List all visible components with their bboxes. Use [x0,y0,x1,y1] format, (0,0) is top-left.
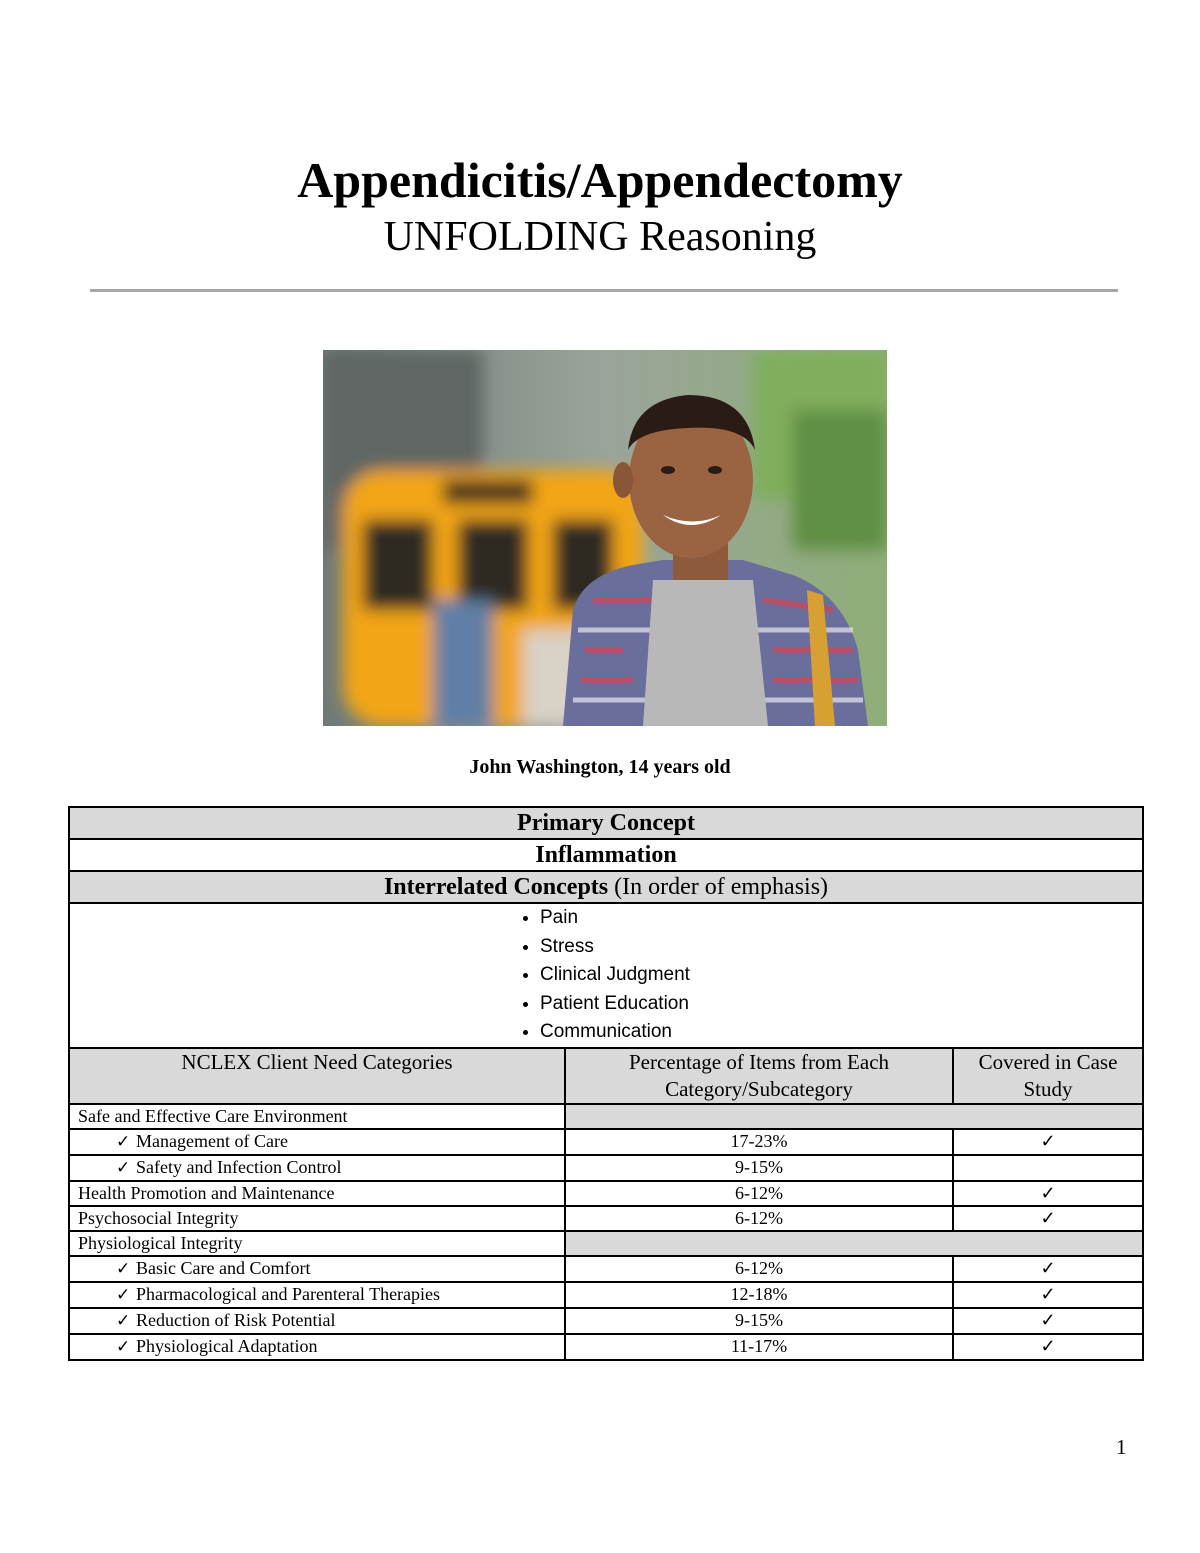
student-photo [323,350,887,726]
percentage-cell: 6-12% [565,1206,953,1231]
student-photo-icon [323,350,887,726]
table-row [69,1334,1143,1360]
table-row [69,1231,1143,1256]
list-item: • Stress [540,933,1134,962]
subcategory-cell [69,1129,565,1155]
interrelated-list-row [69,903,1143,1048]
empty-shaded-cell [565,1104,1143,1129]
subcategory-label: Basic Care and Comfort [136,1257,311,1278]
list-item: • Communication [540,1018,1134,1047]
percentage-cell: 17-23% [565,1129,953,1155]
covered-check-icon [953,1155,1143,1181]
concept-table [68,806,1144,1361]
subcategory-cell [69,1256,565,1282]
table-row [69,1104,1143,1129]
nclex-header-row [69,1048,1143,1104]
percentage-cell: 11-17% [565,1334,953,1360]
percentage-column-header: Percentage of Items from Each Category/Subcategory [565,1048,953,1104]
interrelated-note: (In order of emphasis) [608,874,829,900]
table-row [69,1282,1143,1308]
primary-concept-label: Primary Concept [69,807,1143,839]
list-item: • Clinical Judgment [540,961,1134,990]
table-row [69,1206,1143,1231]
subcategory-label: Reduction of Risk Potential [136,1309,336,1330]
subcategory-label: Physiological Adaptation [136,1335,318,1356]
page-number: 1 [1116,1435,1127,1459]
list-item: • Pain [540,904,1134,933]
table-row [69,1308,1143,1334]
subcategory-label: Pharmacological and Parenteral Therapies [136,1283,441,1304]
check-mark-icon: ✓ [116,1310,131,1331]
table-row [69,1256,1143,1282]
document-subtitle: UNFOLDING Reasoning [383,214,817,260]
empty-shaded-cell [565,1231,1143,1256]
primary-concept-row [69,839,1143,871]
percentage-cell: 12-18% [565,1282,953,1308]
covered-check-icon: ✓ [953,1282,1143,1308]
interrelated-header [69,871,1143,903]
interrelated-label: Interrelated Concepts [383,874,609,900]
document-title: Appendicitis/Appendectomy [297,152,903,208]
check-mark-icon: ✓ [116,1131,131,1152]
subcategory-cell [69,1308,565,1334]
interrelated-list-cell [69,903,1143,1048]
covered-check-icon: ✓ [953,1334,1143,1360]
percentage-cell: 9-15% [565,1155,953,1181]
category-cell: Psychosocial Integrity [69,1206,565,1231]
covered-check-icon: ✓ [953,1206,1143,1231]
table-row [69,1155,1143,1181]
category-column-header: NCLEX Client Need Categories [69,1048,565,1104]
primary-concept-value: Inflammation [69,839,1143,871]
primary-concept-header-row [69,807,1143,839]
list-item: • Patient Education [540,990,1134,1019]
category-cell: Health Promotion and Maintenance [69,1181,565,1206]
percentage-cell: 6-12% [565,1256,953,1282]
category-cell: Physiological Integrity [69,1231,565,1256]
check-mark-icon: ✓ [116,1157,131,1178]
subcategory-cell [69,1155,565,1181]
patient-caption: John Washington, 14 years old [469,756,731,778]
percentage-cell: 9-15% [565,1308,953,1334]
table-row [69,1129,1143,1155]
check-mark-icon: ✓ [116,1336,131,1357]
interrelated-list [508,904,1134,1047]
covered-check-icon: ✓ [953,1129,1143,1155]
covered-column-header: Covered in Case Study [953,1048,1143,1104]
percentage-cell: 6-12% [565,1181,953,1206]
check-mark-icon: ✓ [116,1284,131,1305]
subcategory-cell [69,1334,565,1360]
title-divider [90,289,1118,292]
subcategory-label: Management of Care [136,1130,288,1151]
interrelated-header-row [69,871,1143,903]
check-mark-icon: ✓ [116,1258,131,1279]
covered-check-icon: ✓ [953,1181,1143,1206]
covered-check-icon: ✓ [953,1308,1143,1334]
category-cell: Safe and Effective Care Environment [69,1104,565,1129]
table-row [69,1181,1143,1206]
subcategory-label: Safety and Infection Control [136,1156,342,1177]
covered-check-icon: ✓ [953,1256,1143,1282]
subcategory-cell [69,1282,565,1308]
